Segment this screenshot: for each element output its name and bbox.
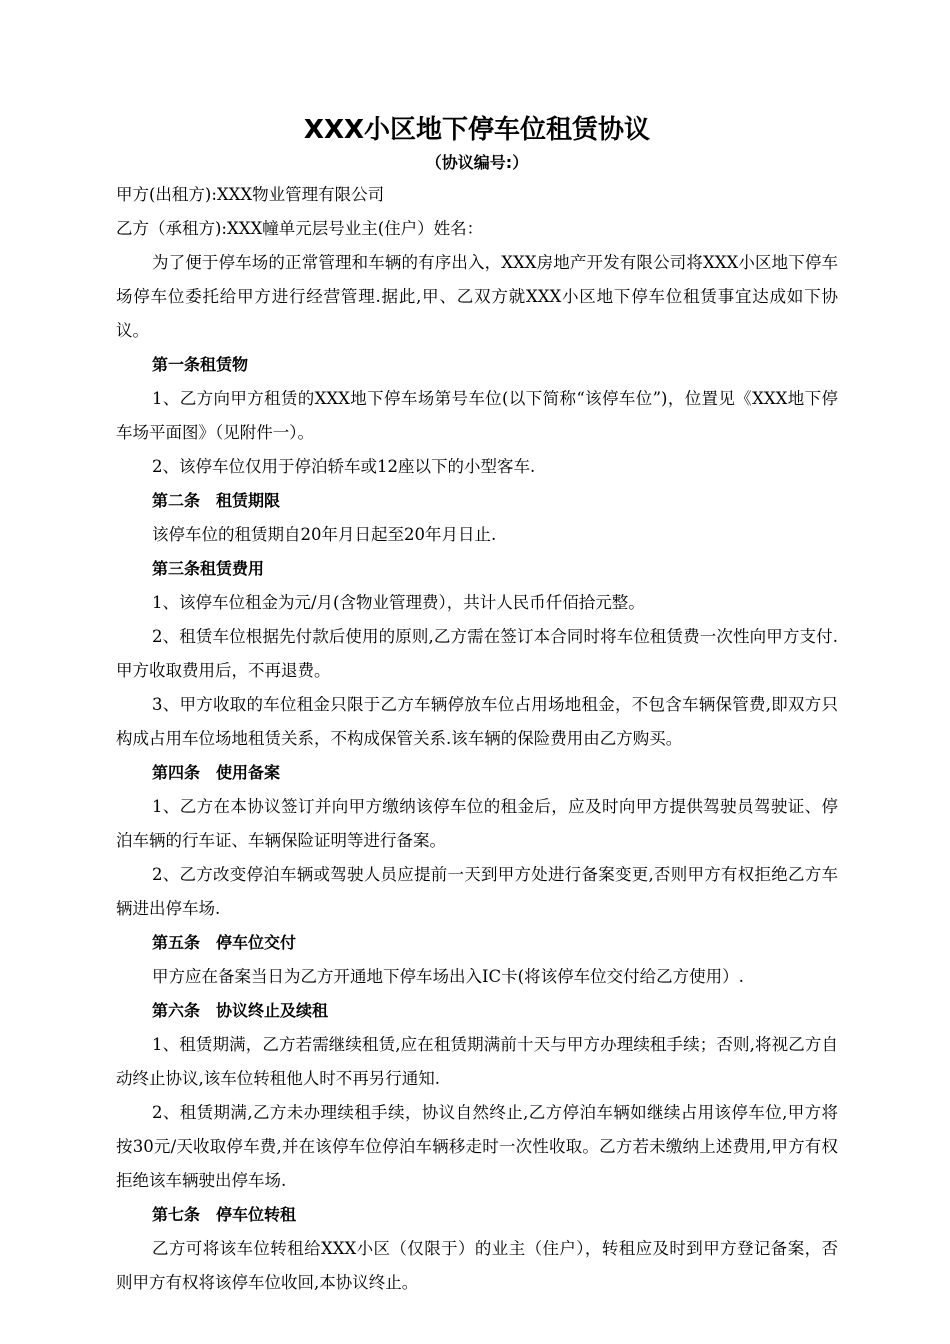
section-heading: 第四条 使用备案	[152, 763, 281, 782]
section-heading: 第六条 协议终止及续租	[152, 1001, 329, 1020]
section-7-sublease	[116, 1198, 838, 1300]
section-paragraph: 甲方应在备案当日为乙方开通地下停车场出入IC卡(将该停车位交付给乙方使用）.	[152, 967, 744, 986]
agreement-number: （协议编号:）	[425, 153, 529, 172]
section-2-lease-term	[116, 484, 838, 552]
section-paragraph: 2、乙方改变停泊车辆或驾驶人员应提前一天到甲方处进行备案变更,否则甲方有权拒绝乙方车辆进出停车场.	[116, 865, 838, 918]
document-title: XXX小区地下停车位租赁协议	[303, 115, 651, 145]
section-heading: 第七条 停车位转租	[152, 1205, 297, 1224]
section-heading: 第二条 租赁期限	[152, 491, 281, 510]
section-5-delivery	[116, 926, 838, 994]
section-paragraph: 3、甲方收取的车位租金只限于乙方车辆停放车位占用场地租金，不包含车辆保管费,即双方只构成占用车位场地租赁关系，不构成保管关系.该车辆的保险费用由乙方购买。	[116, 695, 838, 748]
party-b-line: 乙方（承租方):XXX幢单元层号业主(住户）姓名：	[116, 219, 484, 238]
section-paragraph: 乙方可将该车位转租给XXX小区（仅限于）的业主（住户），转租应及时到甲方登记备案，否则甲方有权将该停车位收回,本协议终止。	[116, 1239, 838, 1292]
section-3-lease-fees	[116, 552, 838, 756]
section-1-lease-object	[116, 348, 838, 484]
section-paragraph: 2、租赁期满,乙方未办理续租手续，协议自然终止,乙方停泊车辆如继续占用该停车位,甲方将按30元/天收取停车费,并在该停车位停泊车辆移走时一次性收取。乙方若未缴纳上述费用,甲方有权拒绝该车辆驶出停车场.	[116, 1103, 838, 1190]
document-page	[116, 110, 838, 1300]
section-paragraph: 2、租赁车位根据先付款后使用的原则,乙方需在签订本合同时将车位租赁费一次性向甲方支付.甲方收取费用后，不再退费。	[116, 627, 838, 680]
intro-paragraph: 为了便于停车场的正常管理和车辆的有序出入，XXX房地产开发有限公司将XXX小区地下停车场停车位委托给甲方进行经营管理.据此,甲、乙双方就XXX小区地下停车位租赁事宜达成如下协议。	[116, 253, 838, 340]
section-paragraph: 1、乙方在本协议签订并向甲方缴纳该停车位的租金后，应及时向甲方提供驾驶员驾驶证、停泊车辆的行车证、车辆保险证明等进行备案。	[116, 797, 838, 850]
section-heading: 第五条 停车位交付	[152, 933, 297, 952]
section-heading: 第三条租赁费用	[152, 559, 265, 578]
section-6-termination-renewal	[116, 994, 838, 1198]
section-paragraph: 1、租赁期满，乙方若需继续租赁,应在租赁期满前十天与甲方办理续租手续；否则,将视乙方自动终止协议,该车位转租他人时不再另行通知.	[116, 1035, 838, 1088]
section-paragraph: 1、该停车位租金为元/月(含物业管理费），共计人民币仟佰拾元整。	[152, 593, 645, 612]
section-4-registration	[116, 756, 838, 926]
section-paragraph: 2、该停车位仅用于停泊轿车或12座以下的小型客车.	[152, 457, 536, 476]
section-paragraph: 1、乙方向甲方租赁的XXX地下停车场第号车位(以下简称“该停车位”)，位置见《XXX地下停车场平面图》（见附件一）。	[116, 389, 838, 442]
party-a-line: 甲方(出租方):XXX物业管理有限公司	[116, 185, 385, 204]
section-heading: 第一条租赁物	[152, 355, 249, 374]
section-paragraph: 该停车位的租赁期自20年月日起至20年月日止.	[152, 525, 497, 544]
